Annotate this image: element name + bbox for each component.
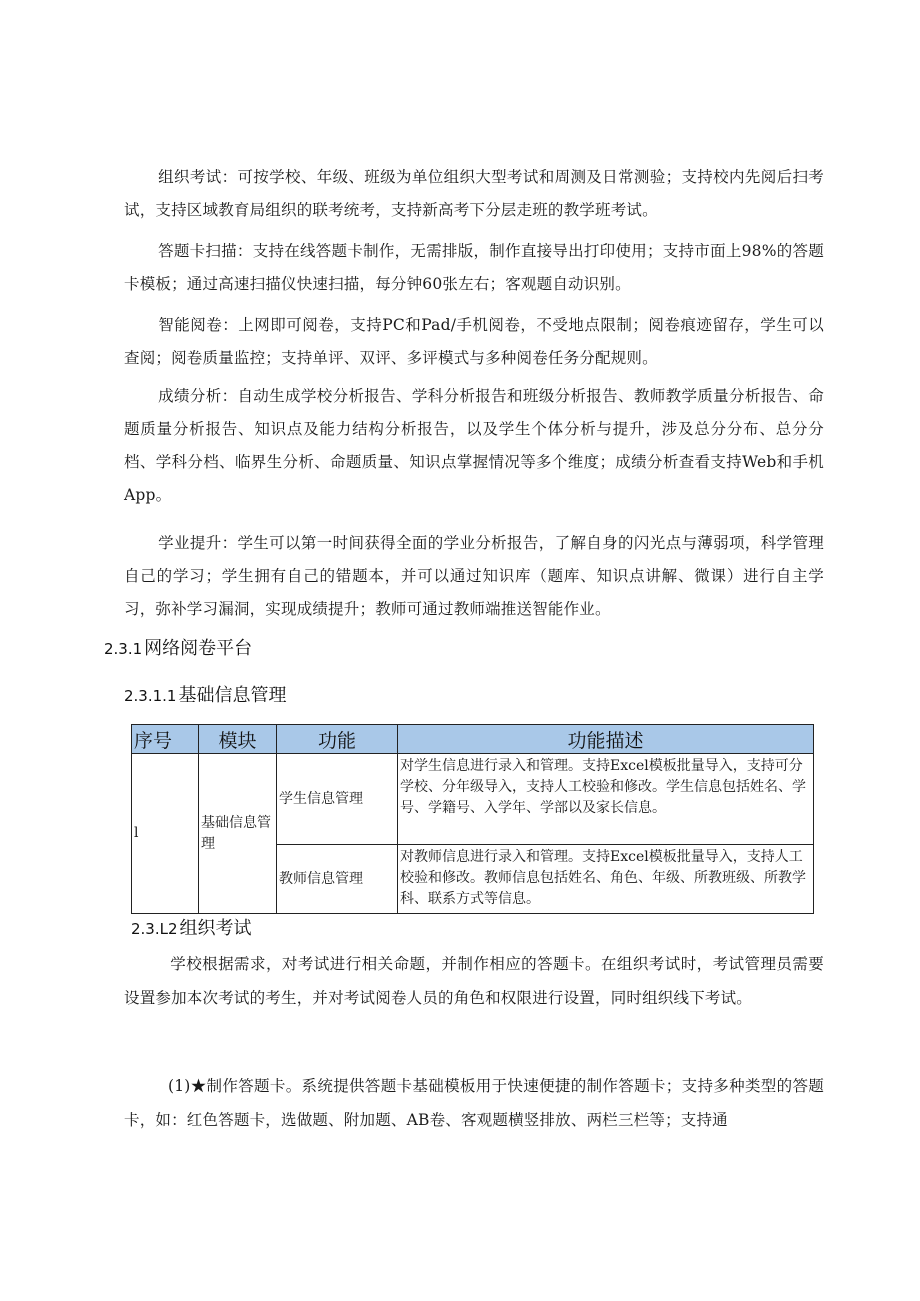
header-no: 序号 xyxy=(132,725,199,754)
cell-description: 对教师信息进行录入和管理。支持Excel模板批量导入，支持人工校验和修改。教师信息包括姓名、角色、年级、所教班级、所教学科、联系方式等信息。 xyxy=(398,845,814,914)
section-number: 2.3.1.1 xyxy=(124,687,177,705)
section-heading-2-3-1-1 xyxy=(124,681,286,707)
header-description: 功能描述 xyxy=(398,725,814,754)
paragraph-card-scanning: 答题卡扫描：支持在线答题卡制作，无需排版，制作直接导出打印使用；支持市面上98%的答题卡模板；通过高速扫描仪快速扫描，每分钟60张左右；客观题自动识别。 xyxy=(124,242,824,293)
cell-function: 教师信息管理 xyxy=(277,845,398,914)
section-title: 网络阅卷平台 xyxy=(144,638,253,659)
table-row xyxy=(132,754,814,845)
header-module: 模块 xyxy=(199,725,277,754)
basic-info-table xyxy=(131,724,814,914)
section-heading-2-3-1 xyxy=(104,634,252,660)
paragraph-smart-marking: 智能阅卷：上网即可阅卷，支持PC和Pad/手机阅卷，不受地点限制；阅卷痕迹留存，学生可以查阅；阅卷质量监控；支持单评、双评、多评模式与多种阅卷任务分配规则。 xyxy=(124,316,824,367)
header-function: 功能 xyxy=(277,725,398,754)
paragraph-make-answer-card: (1)★制作答题卡。系统提供答题卡基础模板用于快速便捷的制作答题卡；支持多种类型的答题卡，如：红色答题卡，选做题、附加题、AB卷、客观题横竖排放、两栏三栏等；支持通 xyxy=(124,1077,824,1129)
cell-function: 学生信息管理 xyxy=(277,754,398,845)
cell-description: 对学生信息进行录入和管理。支持Excel模板批量导入，支持可分学校、分年级导入，支持人工校验和修改。学生信息包括姓名、学号、学籍号、入学年、学部以及家长信息。 xyxy=(398,754,814,845)
paragraph-school-needs: 学校根据需求，对考试进行相关命题，并制作相应的答题卡。在组织考试时，考试管理员需要设置参加本次考试的考生，并对考试阅卷人员的角色和权限进行设置，同时组织线下考试。 xyxy=(124,955,824,1007)
section-heading-2-3-1-2 xyxy=(131,914,252,940)
table-header-row xyxy=(132,725,814,754)
cell-module: 基础信息管理 xyxy=(199,754,277,914)
paragraph-organize-exam: 组织考试：可按学校、年级、班级为单位组织大型考试和周测及日常测验；支持校内先阅后扫考试，支持区域教育局组织的联考统考，支持新高考下分层走班的教学班考试。 xyxy=(124,168,824,219)
section-number: 2.3.L2 xyxy=(131,920,178,938)
section-number: 2.3.1 xyxy=(104,640,143,658)
paragraph-learning-boost: 学业提升：学生可以第一时间获得全面的学业分析报告，了解自身的闪光点与薄弱项，科学管理自己的学习；学生拥有自己的错题本，并可以通过知识库（题库、知识点讲解、微课）进行自主学习，弥补学习漏洞，实现成绩提升；教师可通过教师端推送智能作业。 xyxy=(124,534,824,618)
section-title: 组织考试 xyxy=(179,918,252,939)
section-title: 基础信息管理 xyxy=(178,685,287,706)
paragraph-score-analysis: 成绩分析：自动生成学校分析报告、学科分析报告和班级分析报告、教师教学质量分析报告、命题质量分析报告、知识点及能力结构分析报告，以及学生个体分析与提升，涉及总分分布、总分分档、学科分档、临界生分析、命题质量、知识点掌握情况等多个维度；成绩分析查看支持Web和手机App。 xyxy=(124,387,824,504)
cell-row-number: l xyxy=(132,754,199,914)
